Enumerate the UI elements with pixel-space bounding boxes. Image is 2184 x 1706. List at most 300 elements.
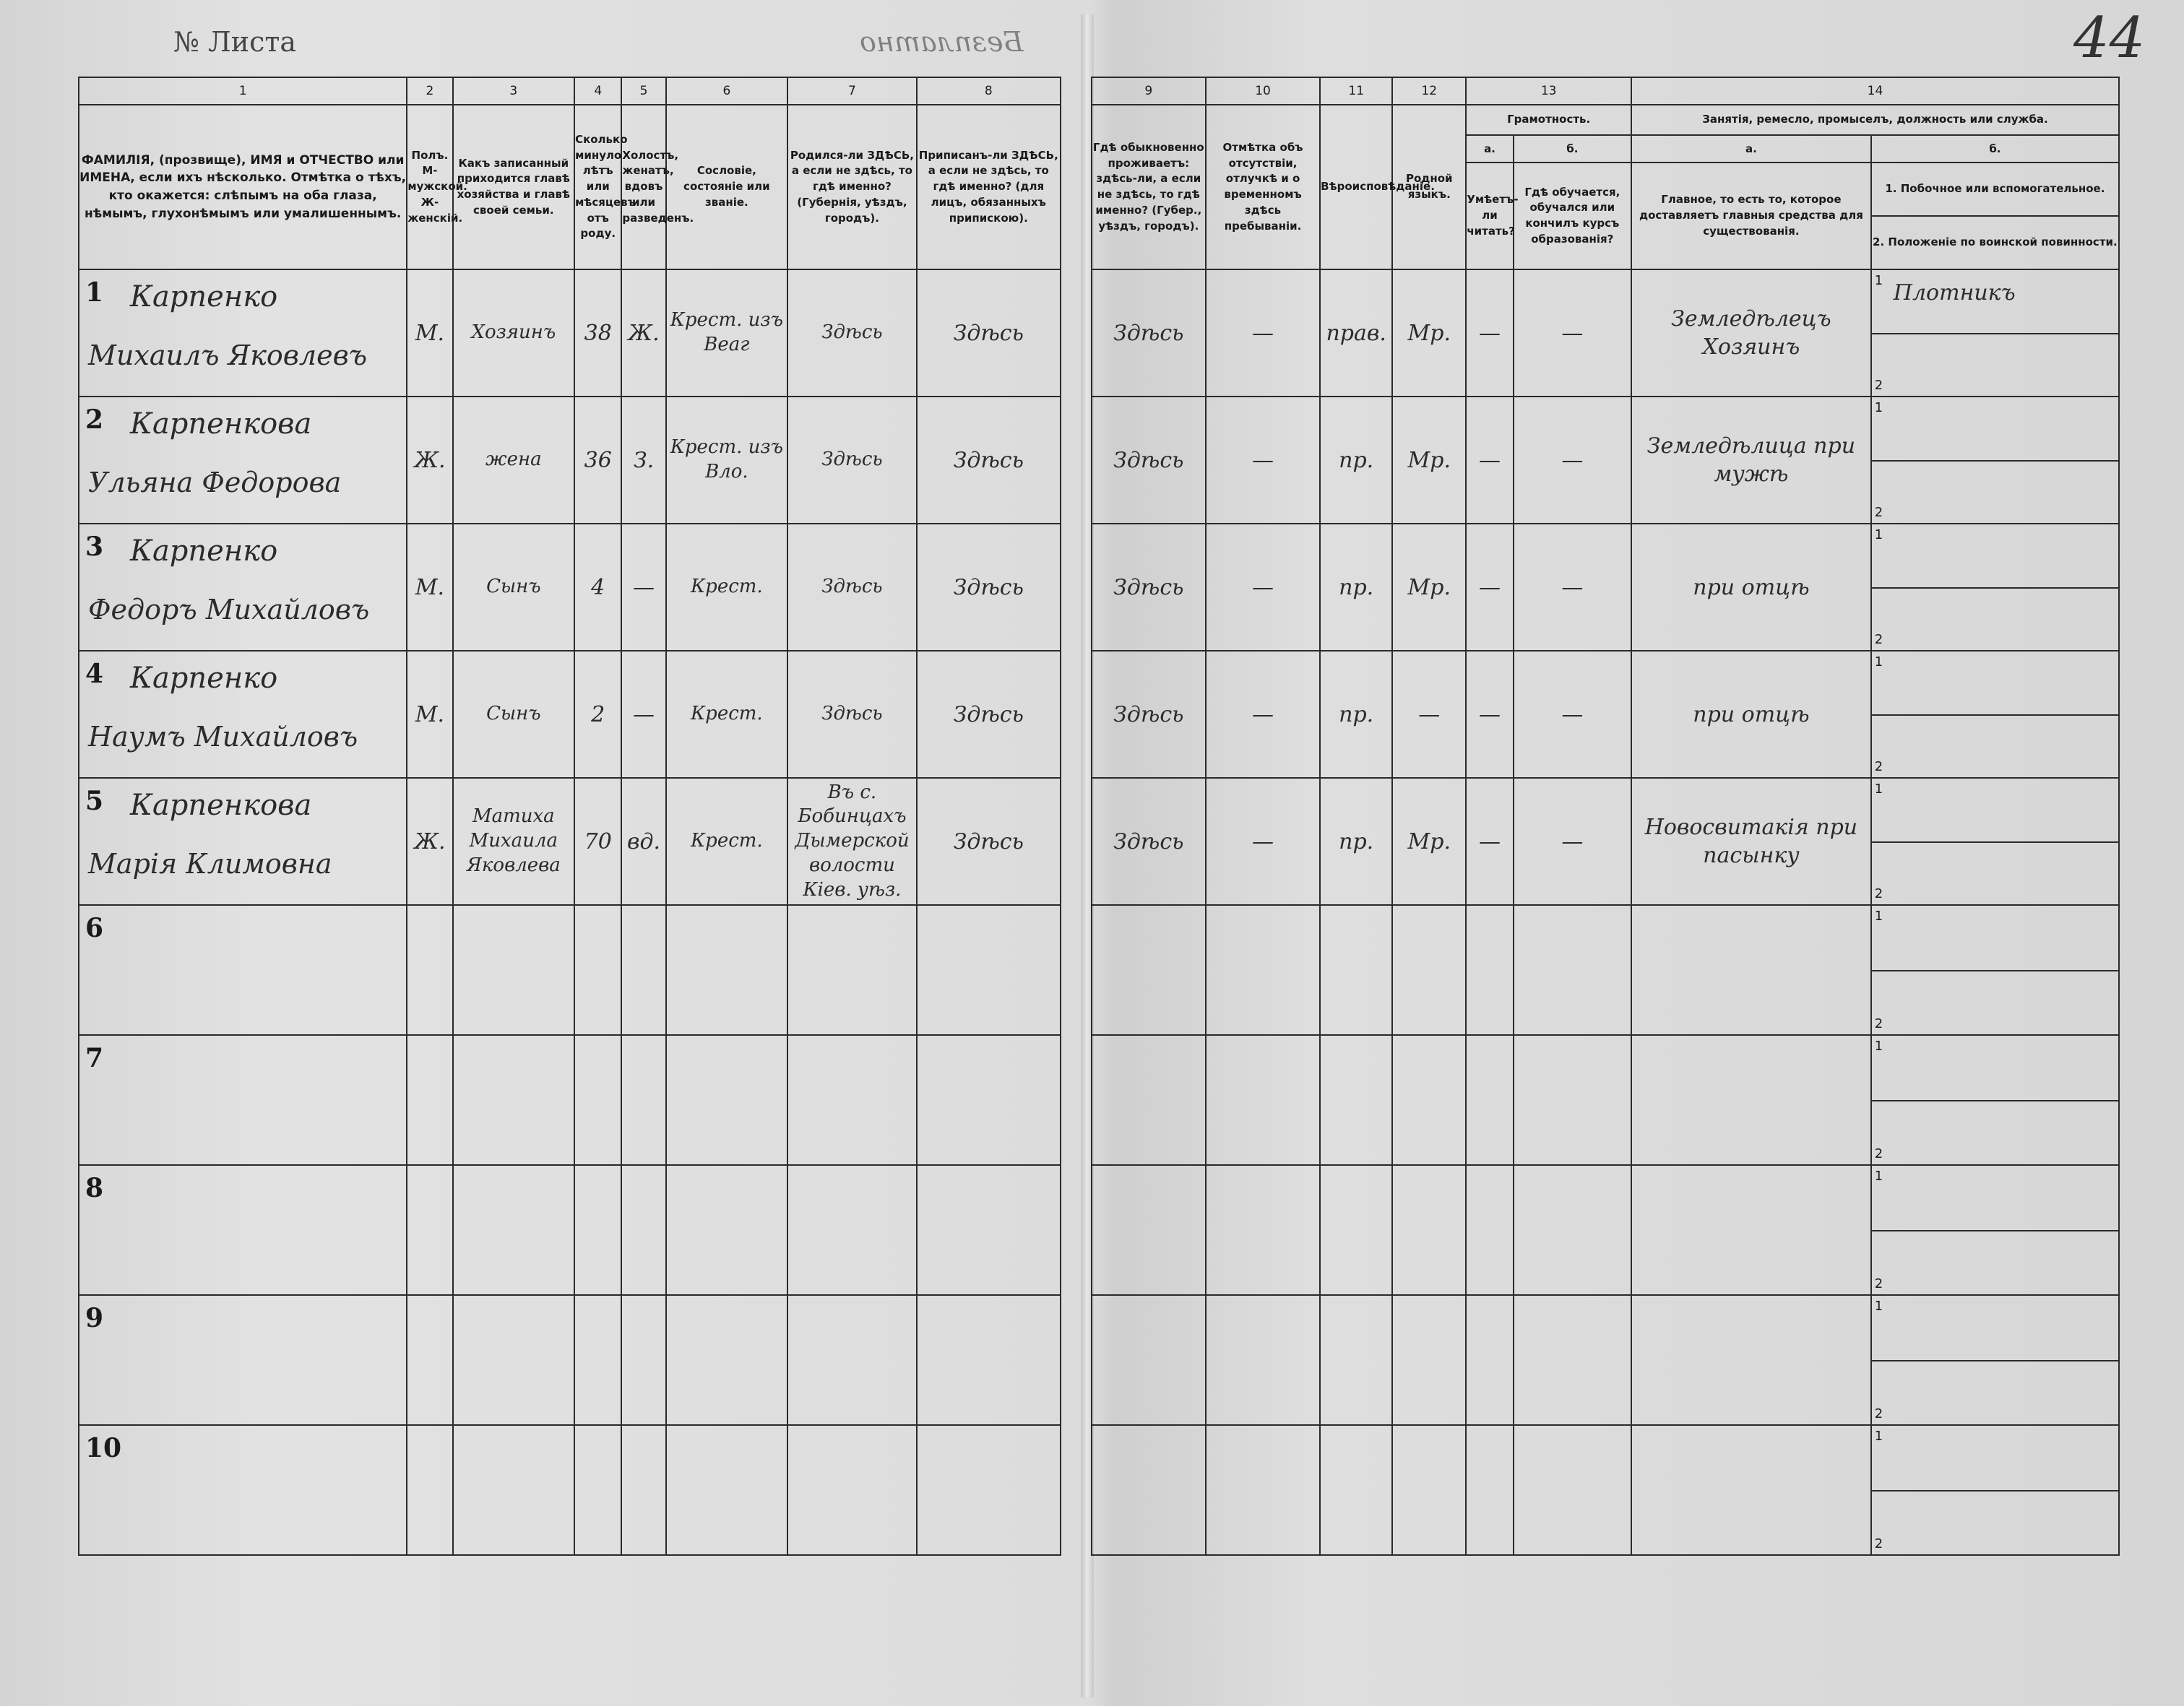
- education-cell: [1514, 905, 1631, 1035]
- name-cell: [79, 1165, 407, 1295]
- table-row: [79, 905, 2119, 1035]
- born-value: Здѣсь: [821, 321, 883, 344]
- occupation-value: при отцѣ: [1693, 701, 1810, 727]
- estate-cell: [666, 1165, 787, 1295]
- absence-cell: [1206, 905, 1320, 1035]
- residence-cell: [1092, 397, 1206, 524]
- name-cell: [79, 1035, 407, 1165]
- absence-cell: [1206, 1165, 1320, 1295]
- marital-cell: [621, 524, 665, 651]
- colnum: 7: [787, 77, 917, 105]
- sex-cell: [407, 269, 452, 397]
- header-secondary: [1871, 163, 2119, 269]
- literate-cell: [1466, 524, 1513, 651]
- literate-value: —: [1478, 320, 1501, 346]
- education-value: —: [1561, 701, 1584, 727]
- language-cell: [1392, 1425, 1466, 1555]
- age-cell: [574, 778, 621, 905]
- side-divider: [1872, 460, 2118, 462]
- age-cell: [574, 1425, 621, 1555]
- education-cell: [1514, 1425, 1631, 1555]
- side-mark-1: 1: [1874, 1299, 1883, 1314]
- absence-cell: [1206, 1425, 1320, 1555]
- sex-value: Ж.: [414, 447, 446, 473]
- colnum: 9: [1092, 77, 1206, 105]
- name-cell: [79, 397, 407, 524]
- occupation-value: Земледѣлица при мужѣ: [1646, 433, 1856, 487]
- row-number: 5: [85, 786, 104, 816]
- residence-cell: [1092, 1035, 1206, 1165]
- born-cell: [787, 1425, 917, 1555]
- born-cell: [787, 1165, 917, 1295]
- absence-cell: [1206, 651, 1320, 778]
- name-cell: [79, 524, 407, 651]
- literate-cell: [1466, 1295, 1513, 1425]
- row-number: 3: [85, 532, 104, 562]
- given-names: Ульяна Федорова: [88, 467, 342, 498]
- age-cell: [574, 524, 621, 651]
- name-cell: [79, 651, 407, 778]
- born-cell: [787, 1295, 917, 1425]
- education-cell: [1514, 778, 1631, 905]
- fold-gap: [1061, 1425, 1092, 1555]
- row-number: 4: [85, 659, 104, 689]
- marital-cell: [621, 397, 665, 524]
- side-divider: [1872, 333, 2118, 334]
- side-mark-1: 1: [1874, 1429, 1883, 1444]
- age-cell: [574, 1035, 621, 1165]
- estate-cell: [666, 524, 787, 651]
- marital-value: —: [633, 701, 655, 727]
- education-cell: [1514, 1035, 1631, 1165]
- residence-cell: [1092, 651, 1206, 778]
- side-mark-1: 1: [1874, 781, 1883, 797]
- residence-cell: [1092, 1425, 1206, 1555]
- occupation-cell: [1631, 1165, 1871, 1295]
- estate-cell: [666, 1035, 787, 1165]
- age-cell: [574, 905, 621, 1035]
- registered-cell: [917, 651, 1061, 778]
- education-value: —: [1561, 574, 1584, 600]
- religion-cell: [1320, 1165, 1392, 1295]
- language-cell: [1392, 524, 1466, 651]
- colnum: 4: [574, 77, 621, 105]
- education-cell: [1514, 397, 1631, 524]
- education-value: —: [1561, 320, 1584, 346]
- relation-cell: [453, 1035, 574, 1165]
- occupation-value: Земледѣлецъ Хозяинъ: [1671, 306, 1831, 360]
- residence-value: Здѣсь: [1113, 320, 1184, 346]
- row-number: 6: [85, 913, 104, 943]
- literate-cell: [1466, 397, 1513, 524]
- registered-cell: [917, 905, 1061, 1035]
- colnum: 3: [453, 77, 574, 105]
- occupation-cell: [1631, 778, 1871, 905]
- colnum: 11: [1320, 77, 1392, 105]
- absence-value: —: [1252, 574, 1274, 600]
- colnum: 2: [407, 77, 452, 105]
- registered-value: Здѣсь: [953, 828, 1024, 854]
- side-occupation-cell: [1871, 1295, 2119, 1425]
- sex-cell: [407, 905, 452, 1035]
- registered-value: Здѣсь: [953, 574, 1024, 600]
- given-names: Наумъ Михайловъ: [88, 721, 358, 753]
- table-row: [79, 524, 2119, 651]
- born-value: Здѣсь: [821, 576, 883, 598]
- relation-cell: [453, 524, 574, 651]
- given-names: Федоръ Михайловъ: [88, 594, 370, 625]
- relation-cell: [453, 651, 574, 778]
- relation-cell: [453, 269, 574, 397]
- language-cell: [1392, 1035, 1466, 1165]
- fold-gap: [1061, 269, 1092, 397]
- side-mark-2: 2: [1874, 1276, 1883, 1291]
- header-name: ФАМИЛІЯ, (прозвище), ИМЯ и ОТЧЕСТВО или ИМЕНА, если ихъ нѣсколько. Отмѣтка о тѣхъ, кто окажется: слѣпымъ на оба глаза, нѣмымъ, глухонѣмымъ или умалишеннымъ.: [79, 105, 407, 269]
- language-value: —: [1418, 701, 1441, 727]
- marital-value: —: [633, 574, 655, 600]
- fold-gap: [1061, 1165, 1092, 1295]
- sex-cell: [407, 1295, 452, 1425]
- registered-cell: [917, 778, 1061, 905]
- name-cell: [79, 778, 407, 905]
- side-mark-1: 1: [1874, 909, 1883, 924]
- fold-gap: [1061, 778, 1092, 905]
- header-can-read: Умѣетъ-ли читать?: [1466, 163, 1513, 269]
- colnum: 5: [621, 77, 665, 105]
- marital-value: Ж.: [628, 320, 660, 346]
- header-estate: Сословіе, состояніе или званіе.: [666, 105, 787, 269]
- side-mark-2: 2: [1874, 378, 1883, 393]
- table-row: [79, 778, 2119, 905]
- header-side-occupation: 1. Побочное или вспомогательное.: [1872, 163, 2118, 217]
- estate-cell: [666, 778, 787, 905]
- relation-value: Матиха Михаила Яковлева: [466, 805, 561, 876]
- language-value: Мр.: [1407, 828, 1451, 854]
- literate-value: —: [1478, 828, 1501, 854]
- table-row: [79, 1425, 2119, 1555]
- colnum: 6: [666, 77, 787, 105]
- religion-value: пр.: [1339, 447, 1374, 473]
- born-cell: [787, 1035, 917, 1165]
- header-14b-letter: б.: [1871, 135, 2119, 163]
- literate-cell: [1466, 269, 1513, 397]
- residence-value: Здѣсь: [1113, 828, 1184, 854]
- surname: Карпенко: [130, 534, 278, 568]
- name-cell: [79, 905, 407, 1035]
- age-value: 2: [591, 701, 605, 727]
- colnum: 13: [1466, 77, 1631, 105]
- religion-value: прав.: [1326, 320, 1386, 346]
- side-mark-1: 1: [1874, 654, 1883, 670]
- registered-cell: [917, 1165, 1061, 1295]
- religion-cell: [1320, 1425, 1392, 1555]
- side-occupation-value: Плотникъ: [1893, 280, 2016, 306]
- residence-cell: [1092, 269, 1206, 397]
- born-cell: [787, 524, 917, 651]
- header-13b-letter: б.: [1514, 135, 1631, 163]
- marital-cell: [621, 1035, 665, 1165]
- literate-value: —: [1478, 447, 1501, 473]
- header-absence: Отмѣтка объ отсутствіи, отлучкѣ и о временномъ здѣсь пребываніи.: [1206, 105, 1320, 269]
- language-cell: [1392, 269, 1466, 397]
- religion-cell: [1320, 651, 1392, 778]
- absence-value: —: [1252, 447, 1274, 473]
- header-marital: Холостъ, женатъ, вдовъ или разведенъ.: [621, 105, 665, 269]
- relation-value: Сынъ: [486, 703, 541, 725]
- relation-cell: [453, 397, 574, 524]
- occupation-cell: [1631, 905, 1871, 1035]
- estate-value: Крест.: [691, 576, 763, 598]
- row-number: 2: [85, 404, 104, 435]
- occupation-cell: [1631, 1425, 1871, 1555]
- residence-cell: [1092, 1295, 1206, 1425]
- fold-gap: [1061, 524, 1092, 651]
- literate-value: —: [1478, 574, 1501, 600]
- side-occupation-cell: [1871, 1425, 2119, 1555]
- absence-cell: [1206, 269, 1320, 397]
- marital-cell: [621, 1165, 665, 1295]
- estate-value: Крест.: [691, 703, 763, 725]
- absence-cell: [1206, 1295, 1320, 1425]
- header-residence: Гдѣ обыкновенно проживаетъ: здѣсь-ли, а если не здѣсь, то гдѣ именно? (Губер., уѣздъ, городъ).: [1092, 105, 1206, 269]
- header-religion: Вѣроисповѣданіе.: [1320, 105, 1392, 269]
- relation-value: Сынъ: [486, 576, 541, 598]
- marital-cell: [621, 778, 665, 905]
- literate-cell: [1466, 778, 1513, 905]
- fold-gap: [1061, 905, 1092, 1035]
- surname: Карпенко: [130, 662, 278, 695]
- age-value: 70: [584, 828, 612, 854]
- language-cell: [1392, 778, 1466, 905]
- header-education: Гдѣ обучается, обучался или кончилъ курсъ образованія?: [1514, 163, 1631, 269]
- header-military: 2. Положеніе по воинской повинности.: [1873, 235, 2118, 249]
- estate-cell: [666, 269, 787, 397]
- side-mark-2: 2: [1874, 1146, 1883, 1161]
- header-relation: Какъ записанный приходится главѣ хозяйства и главѣ своей семьи.: [453, 105, 574, 269]
- literate-cell: [1466, 905, 1513, 1035]
- registered-value: Здѣсь: [953, 447, 1024, 473]
- marital-value: З.: [633, 447, 655, 473]
- side-mark-1: 1: [1874, 1039, 1883, 1054]
- estate-cell: [666, 1425, 787, 1555]
- census-table: [78, 77, 2120, 1556]
- literate-cell: [1466, 651, 1513, 778]
- religion-value: пр.: [1339, 828, 1374, 854]
- age-cell: [574, 651, 621, 778]
- header-sex: Полъ. М-мужской. Ж-женскій.: [407, 105, 452, 269]
- column-number-row: [79, 77, 2119, 105]
- side-mark-2: 2: [1874, 759, 1883, 774]
- side-divider: [1872, 1230, 2118, 1231]
- side-occupation-cell: [1871, 524, 2119, 651]
- marital-cell: [621, 1425, 665, 1555]
- table-row: [79, 397, 2119, 524]
- age-cell: [574, 1295, 621, 1425]
- header-birthplace: Родился-ли ЗДѢСЬ, а если не здѣсь, то гдѣ именно? (Губернія, уѣздъ, городъ).: [787, 105, 917, 269]
- age-cell: [574, 269, 621, 397]
- language-cell: [1392, 1295, 1466, 1425]
- born-cell: [787, 269, 917, 397]
- sex-cell: [407, 778, 452, 905]
- marital-cell: [621, 1295, 665, 1425]
- name-cell: [79, 269, 407, 397]
- side-occupation-cell: [1871, 778, 2119, 905]
- header-main-occupation: Главное, то есть то, которое доставляетъ главныя средства для существованія.: [1631, 163, 1871, 269]
- fold-gap: [1061, 1295, 1092, 1425]
- absence-cell: [1206, 778, 1320, 905]
- education-cell: [1514, 524, 1631, 651]
- sex-cell: [407, 651, 452, 778]
- given-names: Марія Климовна: [88, 848, 332, 880]
- registered-cell: [917, 1295, 1061, 1425]
- table-row: [79, 1035, 2119, 1165]
- marital-cell: [621, 269, 665, 397]
- age-value: 38: [584, 320, 612, 346]
- born-value: Здѣсь: [821, 449, 883, 471]
- language-cell: [1392, 1165, 1466, 1295]
- born-value: Здѣсь: [821, 703, 883, 725]
- side-mark-2: 2: [1874, 1016, 1883, 1031]
- relation-cell: [453, 1295, 574, 1425]
- religion-cell: [1320, 397, 1392, 524]
- side-mark-1: 1: [1874, 400, 1883, 415]
- side-divider: [1872, 1490, 2118, 1491]
- literate-cell: [1466, 1165, 1513, 1295]
- estate-cell: [666, 651, 787, 778]
- absence-cell: [1206, 397, 1320, 524]
- estate-cell: [666, 1295, 787, 1425]
- marital-value: вд.: [627, 828, 661, 854]
- residence-cell: [1092, 1165, 1206, 1295]
- residence-value: Здѣсь: [1113, 701, 1184, 727]
- age-cell: [574, 1165, 621, 1295]
- relation-value: жена: [485, 449, 542, 471]
- occupation-cell: [1631, 524, 1871, 651]
- page-number: 44: [2073, 6, 2146, 71]
- estate-cell: [666, 905, 787, 1035]
- education-cell: [1514, 1165, 1631, 1295]
- header-registered: Приписанъ-ли ЗДѢСЬ, а если не здѣсь, то гдѣ именно? (для лицъ, обязанныхъ припискою).: [917, 105, 1061, 269]
- list-number-label: № Листа: [173, 26, 297, 58]
- literate-cell: [1466, 1035, 1513, 1165]
- registered-cell: [917, 269, 1061, 397]
- side-occupation-cell: [1871, 397, 2119, 524]
- row-number: 1: [85, 277, 104, 308]
- name-cell: [79, 1425, 407, 1555]
- header-age: Сколько минуло лѣтъ или мѣсяцевъ отъ роду.: [574, 105, 621, 269]
- side-mark-1: 1: [1874, 527, 1883, 542]
- side-occupation-cell: [1871, 651, 2119, 778]
- sex-cell: [407, 1425, 452, 1555]
- side-mark-1: 1: [1874, 273, 1883, 288]
- side-divider: [1872, 587, 2118, 589]
- side-occupation-cell: [1871, 905, 2119, 1035]
- table-row: [79, 1165, 2119, 1295]
- estate-value: Крест. изъ Веаг: [670, 309, 783, 355]
- table-row: [79, 651, 2119, 778]
- side-mark-2: 2: [1874, 632, 1883, 647]
- religion-cell: [1320, 1295, 1392, 1425]
- language-cell: [1392, 905, 1466, 1035]
- education-cell: [1514, 651, 1631, 778]
- education-value: —: [1561, 828, 1584, 854]
- occupation-value: при отцѣ: [1693, 574, 1810, 600]
- absence-value: —: [1252, 320, 1274, 346]
- estate-cell: [666, 397, 787, 524]
- born-cell: [787, 905, 917, 1035]
- religion-value: пр.: [1339, 701, 1374, 727]
- side-divider: [1872, 1100, 2118, 1101]
- fold-gap: [1061, 651, 1092, 778]
- side-mark-2: 2: [1874, 1406, 1883, 1421]
- religion-cell: [1320, 905, 1392, 1035]
- table-row: [79, 269, 2119, 397]
- residence-value: Здѣсь: [1113, 574, 1184, 600]
- side-occupation-cell: [1871, 1035, 2119, 1165]
- row-number: 8: [85, 1173, 104, 1203]
- sex-cell: [407, 397, 452, 524]
- estate-value: Крест.: [691, 830, 763, 852]
- education-value: —: [1561, 447, 1584, 473]
- religion-cell: [1320, 1035, 1392, 1165]
- registered-cell: [917, 524, 1061, 651]
- registered-cell: [917, 1425, 1061, 1555]
- header-row: [79, 105, 2119, 135]
- residence-cell: [1092, 905, 1206, 1035]
- sex-value: Ж.: [414, 828, 446, 854]
- relation-value: Хозяинъ: [471, 321, 556, 344]
- registered-value: Здѣсь: [953, 320, 1024, 346]
- estate-value: Крест. изъ Вло.: [670, 436, 783, 482]
- relation-cell: [453, 905, 574, 1035]
- side-divider: [1872, 1360, 2118, 1361]
- religion-cell: [1320, 269, 1392, 397]
- side-mark-2: 2: [1874, 1536, 1883, 1551]
- age-value: 36: [584, 447, 612, 473]
- occupation-cell: [1631, 651, 1871, 778]
- absence-cell: [1206, 524, 1320, 651]
- sex-value: М.: [415, 701, 445, 727]
- sex-value: М.: [415, 320, 445, 346]
- colnum: 1: [79, 77, 407, 105]
- name-cell: [79, 1295, 407, 1425]
- religion-cell: [1320, 778, 1392, 905]
- surname: Карпенкова: [130, 407, 312, 441]
- fold-gap: [1061, 105, 1092, 269]
- born-cell: [787, 397, 917, 524]
- fold-gap: [1061, 77, 1092, 105]
- residence-cell: [1092, 778, 1206, 905]
- residence-cell: [1092, 524, 1206, 651]
- absence-value: —: [1252, 828, 1274, 854]
- literate-value: —: [1478, 701, 1501, 727]
- surname: Карпенкова: [130, 789, 312, 822]
- language-cell: [1392, 397, 1466, 524]
- literate-cell: [1466, 1425, 1513, 1555]
- page-footer: [78, 1560, 2120, 1625]
- sex-cell: [407, 1165, 452, 1295]
- side-divider: [1872, 714, 2118, 716]
- colnum: 14: [1631, 77, 2119, 105]
- header-language: Родной языкъ.: [1392, 105, 1466, 269]
- residence-value: Здѣсь: [1113, 447, 1184, 473]
- side-mark-2: 2: [1874, 505, 1883, 520]
- born-value: Въ с. Бобинцахъ Дымерской волости Кiев. уѣз.: [795, 781, 910, 901]
- relation-cell: [453, 778, 574, 905]
- language-value: Мр.: [1407, 447, 1451, 473]
- colnum: 10: [1206, 77, 1320, 105]
- religion-value: пр.: [1339, 574, 1374, 600]
